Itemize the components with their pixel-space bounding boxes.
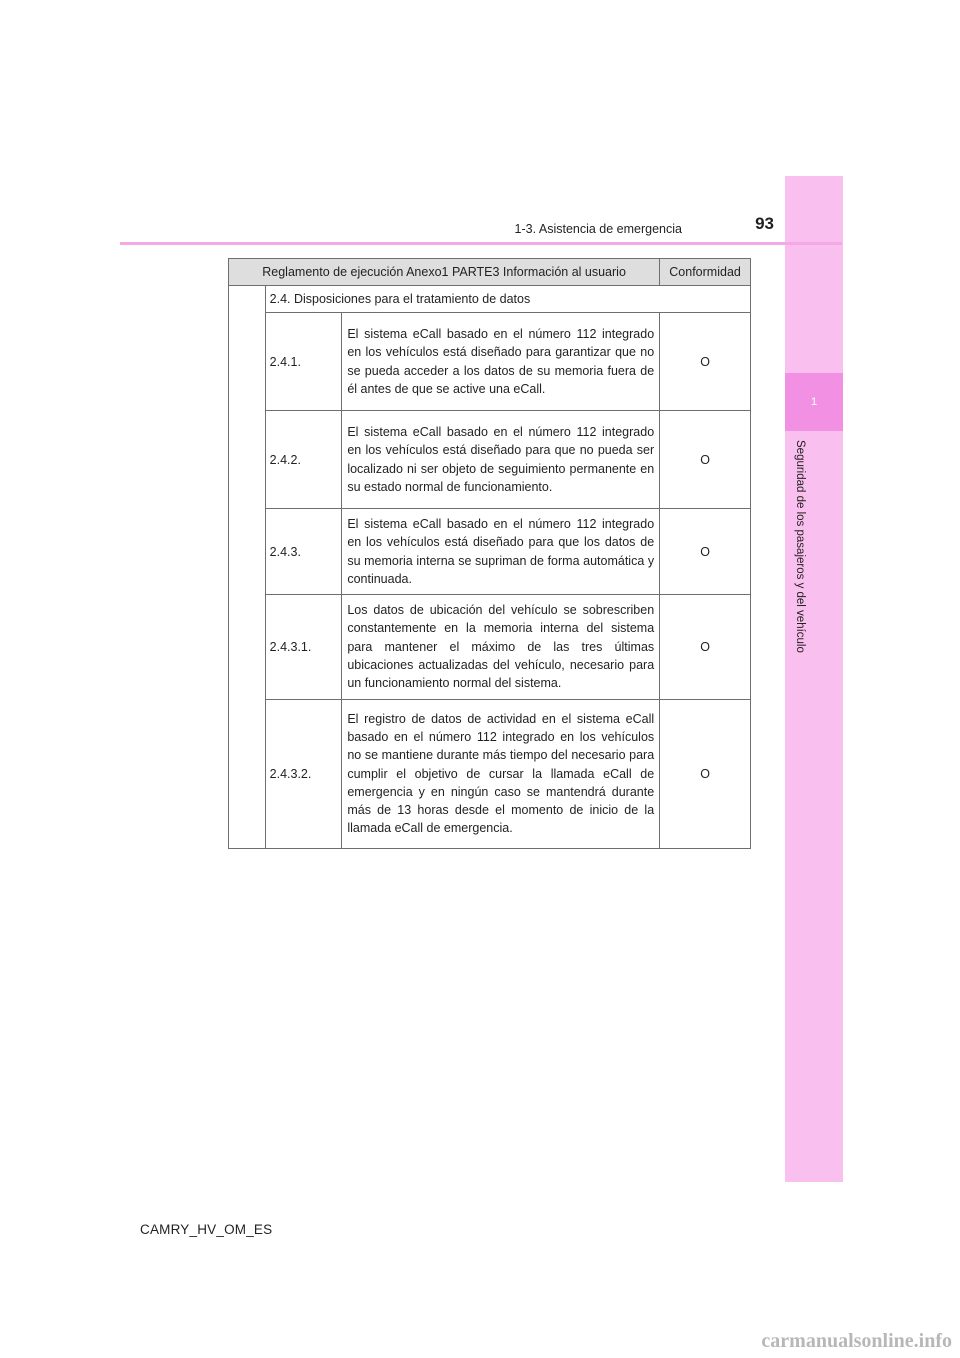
regulation-table [228, 258, 751, 849]
subheading: 2.4. Disposiciones para el tratamiento de datos [265, 286, 750, 313]
row-conformity: O [660, 699, 751, 848]
blank-cell [229, 286, 266, 849]
row-conformity: O [660, 509, 751, 595]
row-conformity: O [660, 313, 751, 411]
row-text: El registro de datos de actividad en el sistema eCall basado en el número 112 integrado en los vehículos no se mantiene durante más tiempo del necesario para cumplir el objetivo de cursar la llamada eCall de emergencia y en ningún caso se mantendrá durante más de 13 horas desde el momento de inicio de la llamada eCall de emergencia. [342, 699, 660, 848]
row-text: El sistema eCall basado en el número 112 integrado en los vehículos está diseñado para garantizar que no se pueda acceder a los datos de su memoria fuera de él antes de que se active una eCall. [342, 313, 660, 411]
row-text: El sistema eCall basado en el número 112 integrado en los vehículos está diseñado para que los datos de su memoria interna se supriman de forma automática y continuada. [342, 509, 660, 595]
row-code: 2.4.1. [265, 313, 342, 411]
row-text: Los datos de ubicación del vehículo se sobrescriben constantemente en la memoria interna del sistema para mantener el máximo de las tres últimas ubicaciones actualizadas del vehículo, necesario para un funcionamiento normal del sistema. [342, 595, 660, 699]
row-conformity: O [660, 595, 751, 699]
watermark-text: carmanualsonline.info [761, 1330, 952, 1352]
table-row [229, 699, 751, 848]
header-conformity: Conformidad [660, 259, 751, 286]
row-text: El sistema eCall basado en el número 112 integrado en los vehículos está diseñado para que no pueda ser localizado ni ser objeto de seguimiento permanente en su estado normal de funcionamiento. [342, 411, 660, 509]
table-header-row [229, 259, 751, 286]
header-regulation: Reglamento de ejecución Anexo1 PARTE3 Información al usuario [229, 259, 660, 286]
row-code: 2.4.3.2. [265, 699, 342, 848]
chapter-number: 1 [785, 373, 843, 431]
table-row [229, 411, 751, 509]
page-number: 93 [755, 214, 774, 233]
table-row [229, 509, 751, 595]
row-conformity: O [660, 411, 751, 509]
chapter-title: Seguridad de los pasajeros y del vehículo [794, 440, 806, 653]
table-row [229, 595, 751, 699]
row-code: 2.4.3. [265, 509, 342, 595]
row-code: 2.4.3.1. [265, 595, 342, 699]
row-code: 2.4.2. [265, 411, 342, 509]
footer-manual-code: CAMRY_HV_OM_ES [140, 1222, 273, 1237]
header-rule [120, 242, 842, 245]
table-row [229, 313, 751, 411]
section-title: 1-3. Asistencia de emergencia [514, 222, 682, 236]
table-row [229, 286, 751, 313]
